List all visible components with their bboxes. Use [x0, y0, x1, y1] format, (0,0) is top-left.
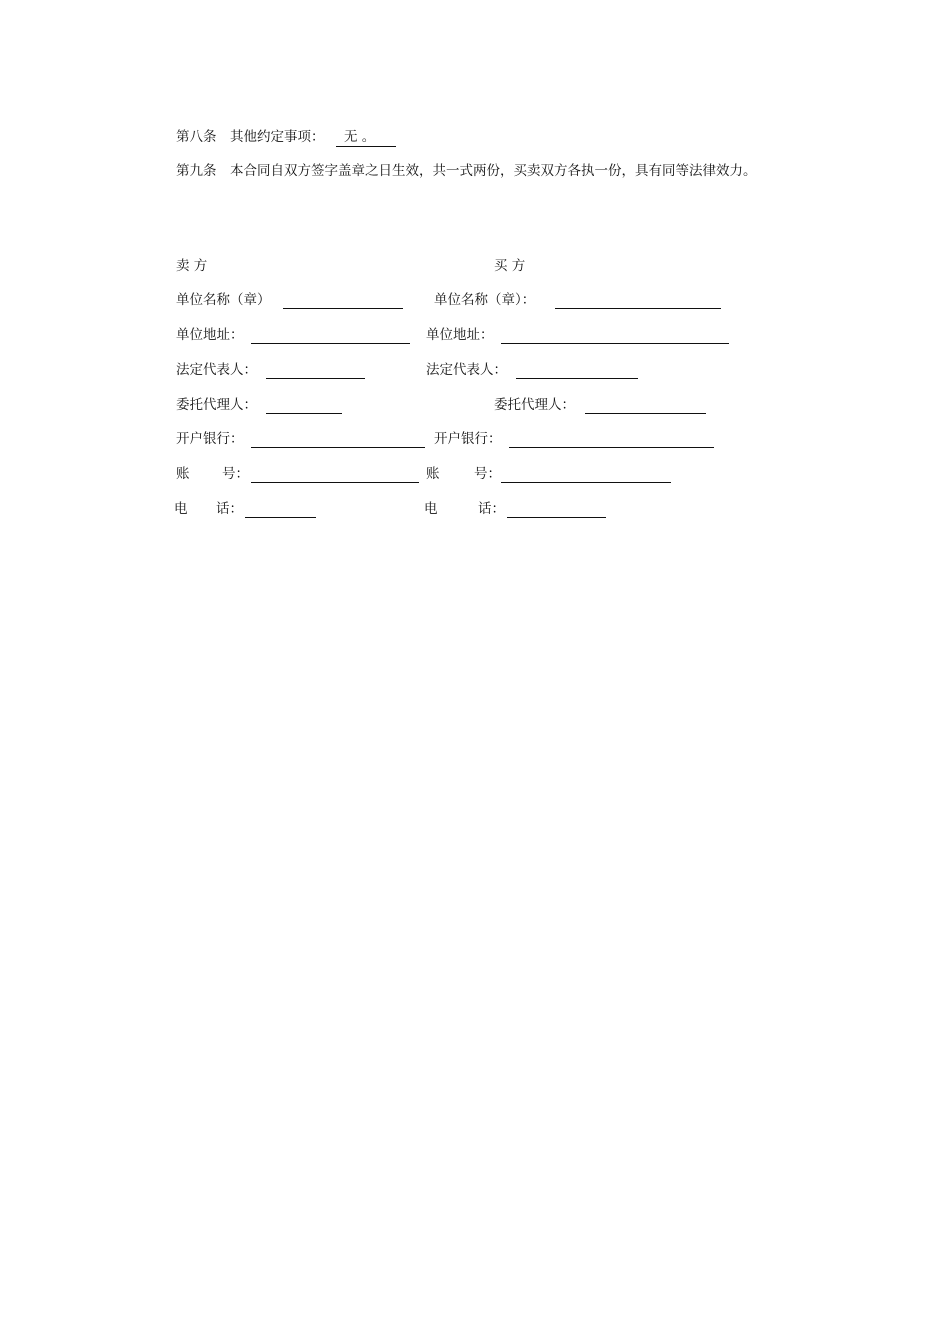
- buyer-agent-label: 委托代理人：: [494, 397, 575, 413]
- buyer-unit-name-label: 单位名称（章）：: [434, 292, 536, 308]
- seller-legal-rep-label: 法定代表人：: [176, 362, 257, 378]
- seller-agent-label: 委托代理人：: [176, 397, 257, 413]
- buyer-agent-field[interactable]: [585, 396, 706, 414]
- buyer-address-field[interactable]: [501, 326, 729, 344]
- buyer-phone-label-b: 话：: [478, 501, 505, 517]
- buyer-phone-label-a: 电: [424, 501, 438, 517]
- clause-8-value[interactable]: 无 。: [336, 128, 396, 147]
- buyer-unit-name-field[interactable]: [555, 291, 721, 309]
- seller-legal-rep-field[interactable]: [266, 361, 365, 379]
- clause-9-number: 第九条: [176, 163, 217, 179]
- seller-title: 卖 方: [176, 258, 208, 274]
- seller-bank-field[interactable]: [251, 430, 425, 448]
- buyer-legal-rep-field[interactable]: [516, 361, 638, 379]
- buyer-account-label-a: 账: [426, 466, 440, 482]
- seller-account-label-b: 号：: [222, 466, 249, 482]
- seller-unit-name-field[interactable]: [283, 291, 403, 309]
- clause-9-text: 本合同自双方签字盖章之日生效，共一式两份，买卖双方各执一份，具有同等法律效力。: [230, 163, 757, 179]
- buyer-title: 买 方: [494, 258, 526, 274]
- seller-phone-label-b: 话：: [216, 501, 243, 517]
- seller-account-field[interactable]: [251, 465, 419, 483]
- seller-address-label: 单位地址：: [176, 327, 244, 343]
- seller-account-label-a: 账: [176, 466, 190, 482]
- clause-8-number: 第八条: [176, 129, 217, 145]
- seller-agent-field[interactable]: [266, 396, 342, 414]
- seller-phone-field[interactable]: [245, 500, 316, 518]
- buyer-account-field[interactable]: [501, 465, 671, 483]
- clause-8-text: 其他约定事项：: [230, 129, 325, 145]
- buyer-bank-label: 开户银行：: [434, 431, 502, 447]
- buyer-phone-field[interactable]: [507, 500, 606, 518]
- seller-bank-label: 开户银行：: [176, 431, 244, 447]
- buyer-address-label: 单位地址：: [426, 327, 494, 343]
- buyer-legal-rep-label: 法定代表人：: [426, 362, 507, 378]
- seller-address-field[interactable]: [251, 326, 410, 344]
- seller-phone-label-a: 电: [174, 501, 188, 517]
- buyer-bank-field[interactable]: [509, 430, 714, 448]
- buyer-account-label-b: 号：: [474, 466, 501, 482]
- seller-unit-name-label: 单位名称（章）: [176, 292, 271, 308]
